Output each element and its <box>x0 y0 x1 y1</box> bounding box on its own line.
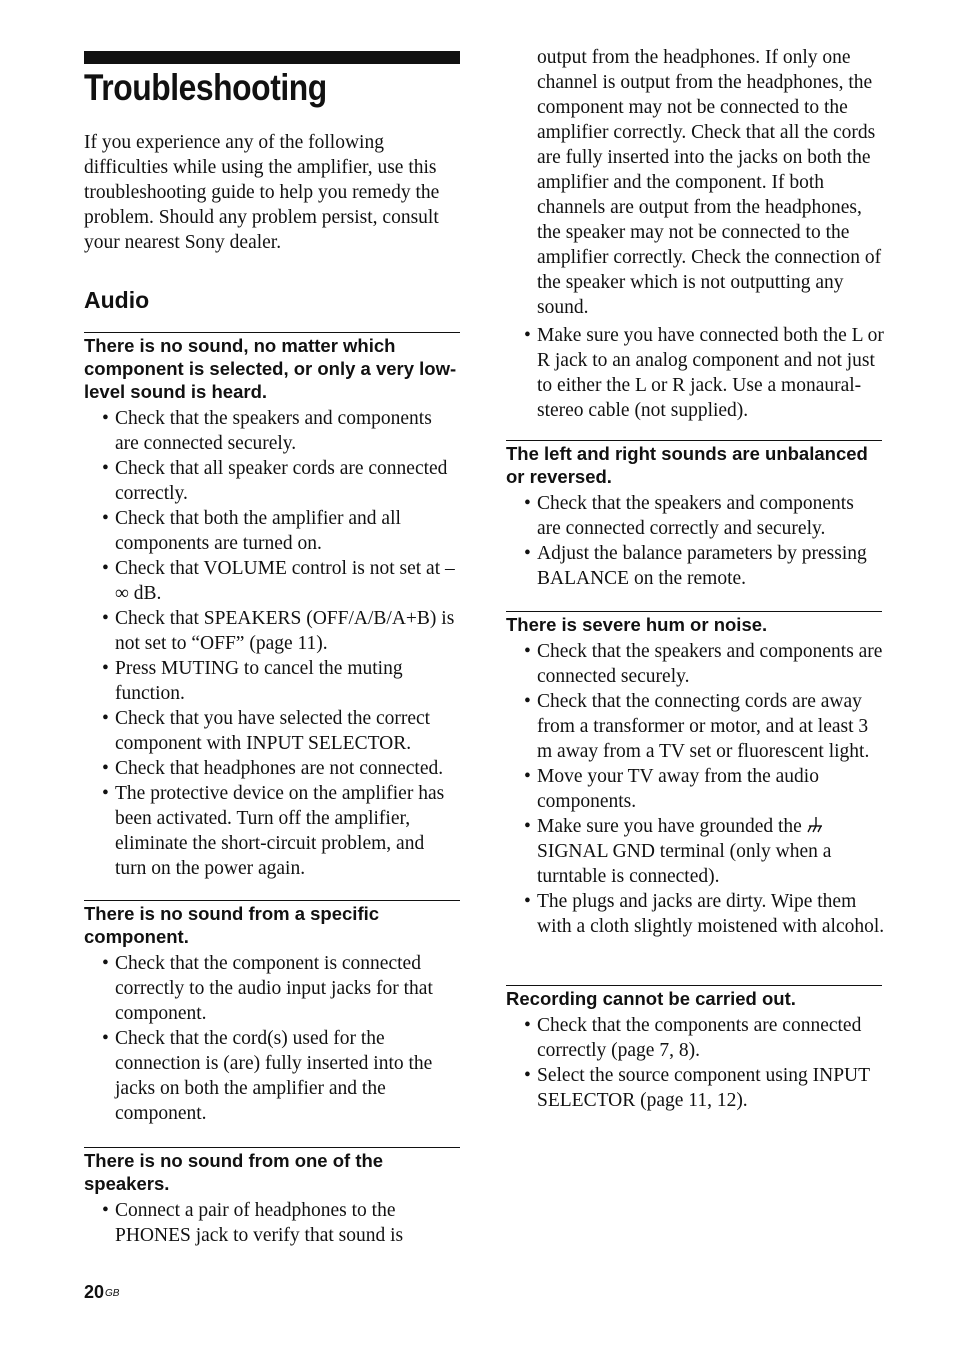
ground-item-after: SIGNAL GND terminal (only when a turntable is connected). <box>537 841 832 887</box>
issue-block-one-speaker <box>84 1147 460 1248</box>
list-item: • Check that VOLUME control is not set at –∞ dB. <box>84 556 460 606</box>
list-item: • Select the source component using INPUT SELECTOR (page 11, 12). <box>506 1063 882 1113</box>
list-item: • Connect a pair of headphones to the PHONES jack to verify that sound is <box>84 1198 460 1248</box>
list-item: • Check that the components are connected correctly (page 7, 8). <box>506 1013 882 1063</box>
issue-list <box>84 951 460 1126</box>
list-item: • The protective device on the amplifier has been activated. Turn off the amplifier, eliminate the short-circuit problem, and turn on the power again. <box>84 781 460 881</box>
intro-paragraph: If you experience any of the following difficulties while using the amplifier, use this troubleshooting guide to help you remedy the problem. Should any problem persist, consult your nearest Sony dealer. <box>84 132 440 253</box>
issue-list <box>84 1198 460 1248</box>
page-title: Troubleshooting <box>84 67 327 108</box>
list-item: • Check that the component is connected correctly to the audio input jacks for that component. <box>84 951 460 1026</box>
page-number-value: 20 <box>84 1282 105 1302</box>
ground-item-before: Make sure you have grounded the <box>537 816 802 837</box>
list-item: • Check that the speakers and components are connected securely. <box>84 406 460 456</box>
list-item: • Check that the speakers and components are connected securely. <box>506 639 886 689</box>
list-item <box>506 814 886 889</box>
list-item: • Move your TV away from the audio components. <box>506 764 886 814</box>
list-item: • Make sure you have connected both the L or R jack to an analog component and not just to either the L or R jack. Use a monaural-stereo cable (not supplied). <box>506 323 886 423</box>
issue-heading: The left and right sounds are unbalanced or reversed. <box>506 443 868 487</box>
issue-heading: There is no sound from a specific component. <box>84 903 380 947</box>
issue-heading: There is severe hum or noise. <box>506 614 768 635</box>
list-item: • Check that the cord(s) used for the connection is (are) fully inserted into the jacks on both the amplifier and the component. <box>84 1026 460 1126</box>
list-item: • Press MUTING to cancel the muting function. <box>84 656 460 706</box>
list-item: • Check that both the amplifier and all components are turned on. <box>84 506 460 556</box>
list-item: • Check that the connecting cords are away from a transformer or motor, and at least 3 m away from a TV set or fluorescent light. <box>506 689 886 764</box>
issue-block-unbalanced <box>506 440 882 591</box>
issue-heading: There is no sound, no matter which component is selected, or only a very low-level sound is heard. <box>84 335 457 402</box>
issue-block-hum-noise <box>506 611 886 939</box>
list-item: • Check that SPEAKERS (OFF/A/B/A+B) is not set to “OFF” (page 11). <box>84 606 460 656</box>
page-number-suffix: GB <box>105 1288 120 1299</box>
list-item: • Check that headphones are not connected. <box>84 756 460 781</box>
issue-list <box>84 406 460 881</box>
title-rule <box>84 51 460 64</box>
list-item: • Check that all speaker cords are connected correctly. <box>84 456 460 506</box>
issue-heading: There is no sound from one of the speakers. <box>84 1150 384 1194</box>
section-heading-audio: Audio <box>84 287 150 313</box>
list-item: • Check that the speakers and components are connected correctly and securely. <box>506 491 882 541</box>
issue-heading: Recording cannot be carried out. <box>506 988 796 1009</box>
list-item: • Adjust the balance parameters by pressing BALANCE on the remote. <box>506 541 882 591</box>
issue-block-specific-component <box>84 900 460 1126</box>
list-item: • Check that you have selected the correct component with INPUT SELECTOR. <box>84 706 460 756</box>
issue-block-no-sound <box>84 332 460 881</box>
issue-list <box>506 1013 882 1113</box>
issue-list <box>506 491 882 591</box>
list-item: • The plugs and jacks are dirty. Wipe them with a cloth slightly moistened with alcohol. <box>506 889 886 939</box>
continued-text: output from the headphones. If only one channel is output from the headphones, the component may not be connected to the amplifier correctly. Check that all the cords are fully inserted into the jacks on both the amplifier and the component. If both channels are output from the headphones, the speaker may not be connected to the amplifier correctly. Check the connection of the speaker which is not outputting any sound. <box>537 47 882 318</box>
issue-block-recording <box>506 985 882 1113</box>
ground-symbol-icon <box>807 815 823 835</box>
continued-list <box>506 323 886 423</box>
page-number <box>84 1281 119 1303</box>
issue-list <box>506 639 886 939</box>
